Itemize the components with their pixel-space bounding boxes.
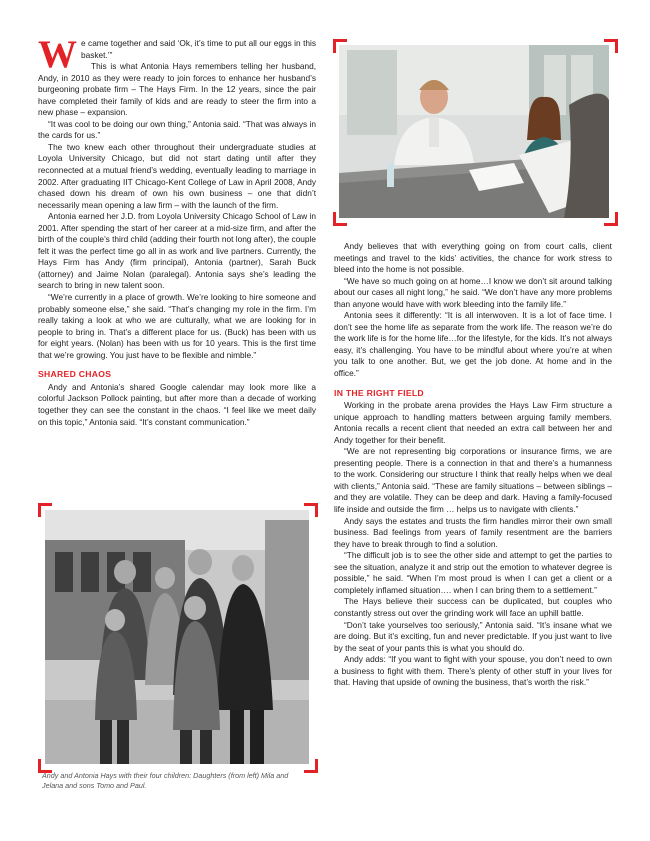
section-heading-right-field: IN THE RIGHT FIELD	[334, 387, 424, 398]
body-paragraph: The Hays believe their success can be duplicated, but couples who constantly stress out over the grinding work will face an uphill battle.	[334, 596, 612, 618]
section-heading-shared-chaos: SHARED CHAOS	[38, 369, 112, 380]
body-paragraph: “It was cool to be doing our own thing,” Antonia said. “That was always in the cards for us.”	[38, 118, 316, 141]
body-paragraph: “We are not representing big corporations or insurance firms, we are presenting people. There is a connection in that and there’s a humanness to the work. Considering our structure I think that really helps when we deal with clients,” Antonia said. “These are family situations – between siblings – and they are volatile. They can be deep and dark. Having a family-focused life inside and outside the firm … helps us to navigate with clients.”	[334, 446, 612, 515]
body-paragraph: Andy adds: “If you want to fight with your spouse, you don’t need to own a business to fight with them. There’s plenty of other stuff in your lives for that. Having that upside of owning the business, that’s worth the risk.”	[334, 654, 612, 688]
right-column	[334, 241, 612, 689]
body-paragraph: Working in the probate arena provides the Hays Law Firm structure a unique approach to handling matters between arguing family members. Antonia recalls a recent client that needed an extra call between her and Andy together for their benefit.	[334, 400, 612, 445]
body-paragraph: “Don’t take yourselves too seriously,” Antonia said. “It’s insane what we are doing. But it’s exciting, fun and never predictable. If you just want to live by the seat of your pants this is what you should do.	[334, 619, 612, 653]
opening-paragraph: We came together and said ‘Ok, it’s time to put all our eggs in this basket.’”	[38, 33, 316, 76]
office-photo	[339, 45, 609, 218]
photo-caption: Andy and Antonia Hays with their four children: Daughters (from left) Mila and Jelana and sons Tomo and Paul.	[42, 771, 289, 790]
body-paragraph: “We’re currently in a place of growth. We’re looking to hire someone and probably someone else,” she said. “That’s changing my role in the firm. I’m really taking a look at who we are culturally, what we are looking for in people to bring in. That’s a different place for us. (Buck) has been with us for eight years. (Nolan) has been with us for 10 years. This is the first time that we’re growing. You just have to be flexible and nimble.”	[38, 292, 316, 360]
drop-cap: W	[38, 33, 77, 76]
body-paragraph: Andy says the estates and trusts the firm handles mirror their own small business. Bad feelings from years of family resentment are the barriers they have to break through to find a solution.	[334, 515, 612, 549]
body-paragraph: “We have so much going on at home…I know we don’t sit around talking about our cases all night long,” he said. “We don’t have any more problems than anyone would have with work bleeding into the family life.”	[334, 275, 612, 309]
body-paragraph: Antonia sees it differently: “It is all interwoven. It is a lot of face time. I don’t see the home life as separate from the work life. The reason we’re do the work life is for the home life…for the lifestyle, for the kids. It’s not always easy, it’s challenging. You have to be mindful about where you’re at when you talk to one another. But, we get the job done. At home and in the office.”	[334, 310, 612, 379]
family-photo	[45, 510, 309, 764]
body-paragraph: “The difficult job is to see the other side and attempt to get the parties to see the situation, analyze it and strip out the emotion to whatever degree is possible,” he said. “When I’m most proud is when I can get a client or a completely inflamed situation…. when I can bring them to a settlement.”	[334, 550, 612, 595]
body-paragraph: Antonia earned her J.D. from Loyola University Chicago School of Law in 2001. After spending the start of her career at a mid-size firm, and after the birth of the couple’s third child (adding their fourth not long after), the couple felt it was the perfect time go all in as work and live partners. Currently, the Hays Firm has Andy (firm principal), Antonia (partner), Sarah Buck (attorney) and Jaime Nolan (paralegal). Antonia says she’s leading the search to bring in new talent soon.	[38, 211, 316, 291]
body-paragraph: Andy and Antonia’s shared Google calendar may look more like a colorful Jackson Pollock painting, but after more than a decade of working together they can see the constant in the chaos. “I feel like we meet daily on this topic,” Antonia said. “It’s constant communication.”	[38, 381, 316, 427]
body-paragraph: Andy believes that with everything going on from court calls, client meetings and travel to the kids’ activities, the chance for work stress to bleed into the home is not possible.	[334, 241, 612, 275]
body-paragraph: The two knew each other throughout their undergraduate studies at Loyola University Chicago, but did not start dating until after they reconnected at a mutual friend’s wedding, eventually leading to marriage in 2002. After graduating IIT Chicago-Kent College of Law in April 2008, Andy chased down his dream of own his own business – one that didn’t necessarily mean opening a law firm – with the launch of the firm.	[38, 141, 316, 210]
body-paragraph: This is what Antonia Hays remembers telling her husband, Andy, in 2010 as they were ready to join forces to enhance her husband’s burgeoning probate firm – The Hays Firm. In the 12 years, since the pair have completed their family of kids and are ready to steer the firm into a new phase – expansion.	[38, 61, 316, 118]
left-column	[38, 33, 316, 428]
